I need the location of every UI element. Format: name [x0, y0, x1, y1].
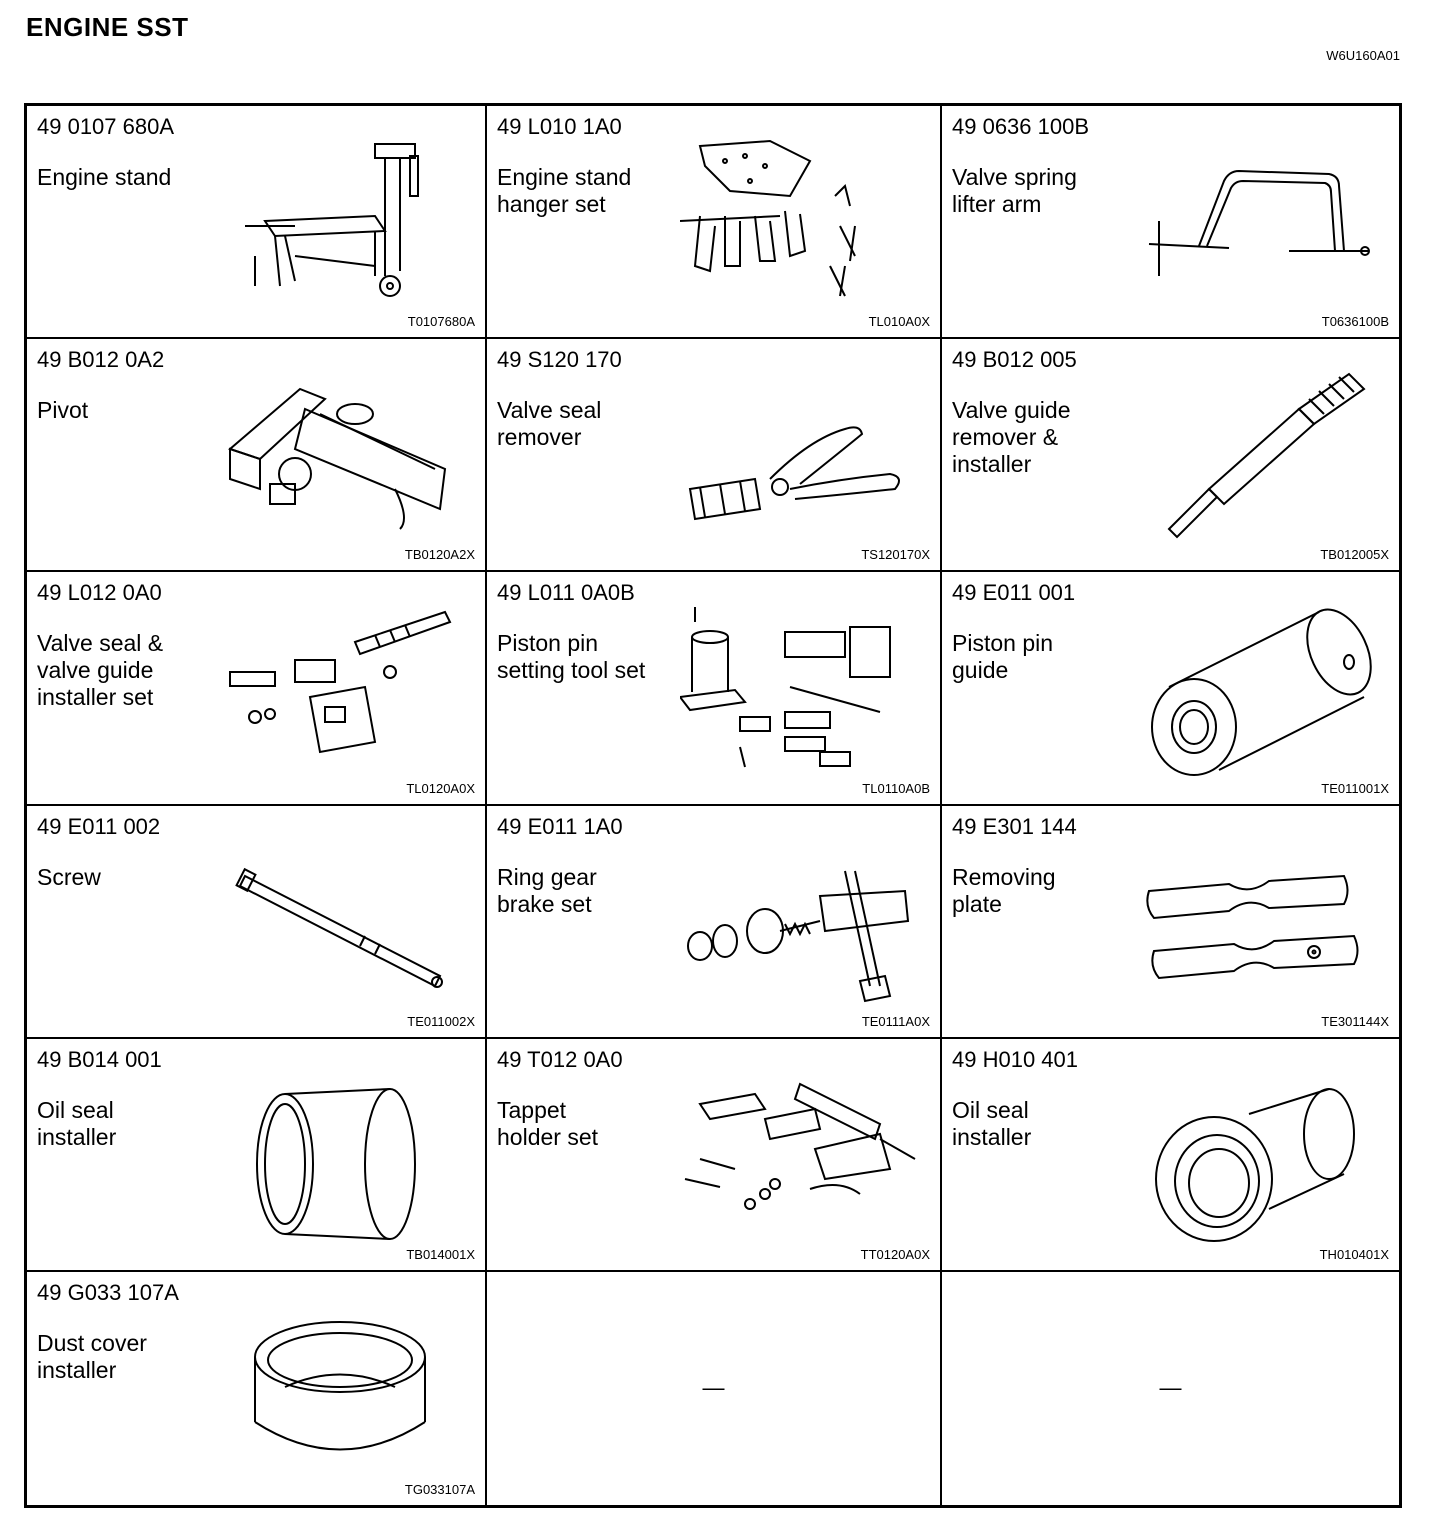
tool-cell: [27, 1039, 487, 1272]
figure-code: TL0110A0B: [862, 780, 930, 796]
brake-set-icon: [680, 836, 920, 1011]
piston-pin-set-icon: [680, 602, 920, 777]
part-number: 49 L011 0A0B: [497, 580, 635, 606]
page-title: ENGINE SST: [26, 12, 189, 42]
lifter-arm-icon: [1139, 136, 1379, 311]
figure-code: TL010A0X: [868, 314, 930, 330]
figure-code: TE0111A0X: [861, 1013, 930, 1029]
tool-name: Piston pin setting tool set: [497, 630, 646, 684]
figure-code: TE011002X: [407, 1013, 475, 1029]
tool-cell: [27, 339, 487, 572]
empty-dash: —: [702, 1375, 725, 1401]
empty-dash: —: [1159, 1375, 1182, 1401]
plates-icon: [1139, 836, 1379, 1011]
tool-cell: [27, 106, 487, 339]
figure-code: TG033107A: [404, 1482, 475, 1497]
part-number: 49 B012 005: [952, 347, 1077, 373]
seal-drum-icon: [225, 1069, 465, 1244]
part-number: 49 G033 107A: [37, 1279, 179, 1305]
tool-name: Screw: [37, 863, 101, 890]
tool-name: Engine stand: [37, 164, 172, 190]
installer-set-icon: [225, 602, 465, 777]
figure-code: TL0120A0X: [406, 780, 475, 796]
empty-cell: [942, 1272, 1399, 1505]
figure-code: TE011001X: [1321, 780, 1389, 796]
tool-name: Tappet holder set: [497, 1096, 599, 1150]
part-number: 49 0107 680A: [37, 114, 175, 139]
tool-cell: [487, 1039, 942, 1272]
tool-cell: [942, 106, 1399, 339]
tool-name: Valve guide remover & installer: [952, 397, 1071, 478]
flanged-installer-icon: [1139, 1069, 1379, 1244]
part-number: 49 E011 1A0: [497, 813, 623, 839]
part-number: 49 E301 144: [952, 813, 1077, 839]
cylinder-guide-icon: [1139, 602, 1379, 777]
tool-cell: [27, 1272, 487, 1505]
figure-code: TB012005X: [1320, 547, 1389, 563]
part-number: 49 0636 100B: [952, 114, 1090, 139]
part-number: 49 B012 0A2: [37, 347, 165, 373]
screw-rod-icon: [225, 836, 465, 1011]
tool-name: Valve spring lifter arm: [952, 164, 1077, 217]
part-number: 49 H010 401: [952, 1046, 1078, 1072]
tool-name: Valve seal remover: [497, 397, 602, 451]
part-number: 49 T012 0A0: [497, 1046, 623, 1072]
part-number: 49 S120 170: [497, 347, 622, 373]
figure-code: TE301144X: [1321, 1013, 1389, 1029]
tool-name: Engine stand hanger set: [497, 164, 632, 217]
figure-code: TT0120A0X: [860, 1246, 930, 1262]
engine-stand-icon: [225, 136, 465, 311]
guide-tool-icon: [1139, 369, 1379, 544]
tool-cell: [27, 572, 487, 805]
tool-cell: [487, 806, 942, 1039]
tool-name: Pivot: [37, 397, 89, 424]
part-number: 49 L010 1A0: [497, 114, 622, 139]
tool-cell: [487, 106, 942, 339]
part-number: 49 B014 001: [37, 1046, 162, 1072]
figure-code: T0107680A: [407, 314, 475, 330]
figure-code: T0636100B: [1321, 314, 1389, 330]
tool-cell: [487, 339, 942, 572]
tool-cell: [942, 1039, 1399, 1272]
part-number: 49 E011 001: [952, 580, 1076, 606]
empty-cell: [487, 1272, 942, 1505]
part-number: 49 E011 002: [37, 813, 161, 839]
tool-name: Valve seal & valve guide installer set: [37, 630, 164, 711]
tool-cell: [27, 806, 487, 1039]
tool-cell: [942, 339, 1399, 572]
hanger-set-icon: [680, 136, 920, 311]
figure-code: TS120170X: [861, 547, 930, 563]
figure-code: TH010401X: [1319, 1246, 1389, 1262]
tool-table: [24, 103, 1402, 1508]
figure-code: TB0120A2X: [404, 547, 475, 563]
tool-name: Removing plate: [952, 863, 1056, 917]
pivot-icon: [225, 369, 465, 544]
figure-code: TB014001X: [406, 1246, 475, 1262]
tool-cell: [487, 572, 942, 805]
document-code: W6U160A01: [1326, 48, 1400, 63]
part-number: 49 L012 0A0: [37, 580, 162, 606]
tool-cell: [942, 806, 1399, 1039]
pliers-icon: [680, 369, 920, 544]
tool-name: Dust cover installer: [37, 1329, 147, 1383]
tool-cell: [942, 572, 1399, 805]
tool-name: Ring gear brake set: [497, 863, 597, 917]
tool-name: Piston pin guide: [952, 630, 1054, 684]
tool-name: Oil seal installer: [952, 1096, 1032, 1150]
cup-installer-icon: [225, 1302, 465, 1477]
tappet-set-icon: [680, 1069, 920, 1244]
tool-name: Oil seal installer: [37, 1096, 117, 1150]
